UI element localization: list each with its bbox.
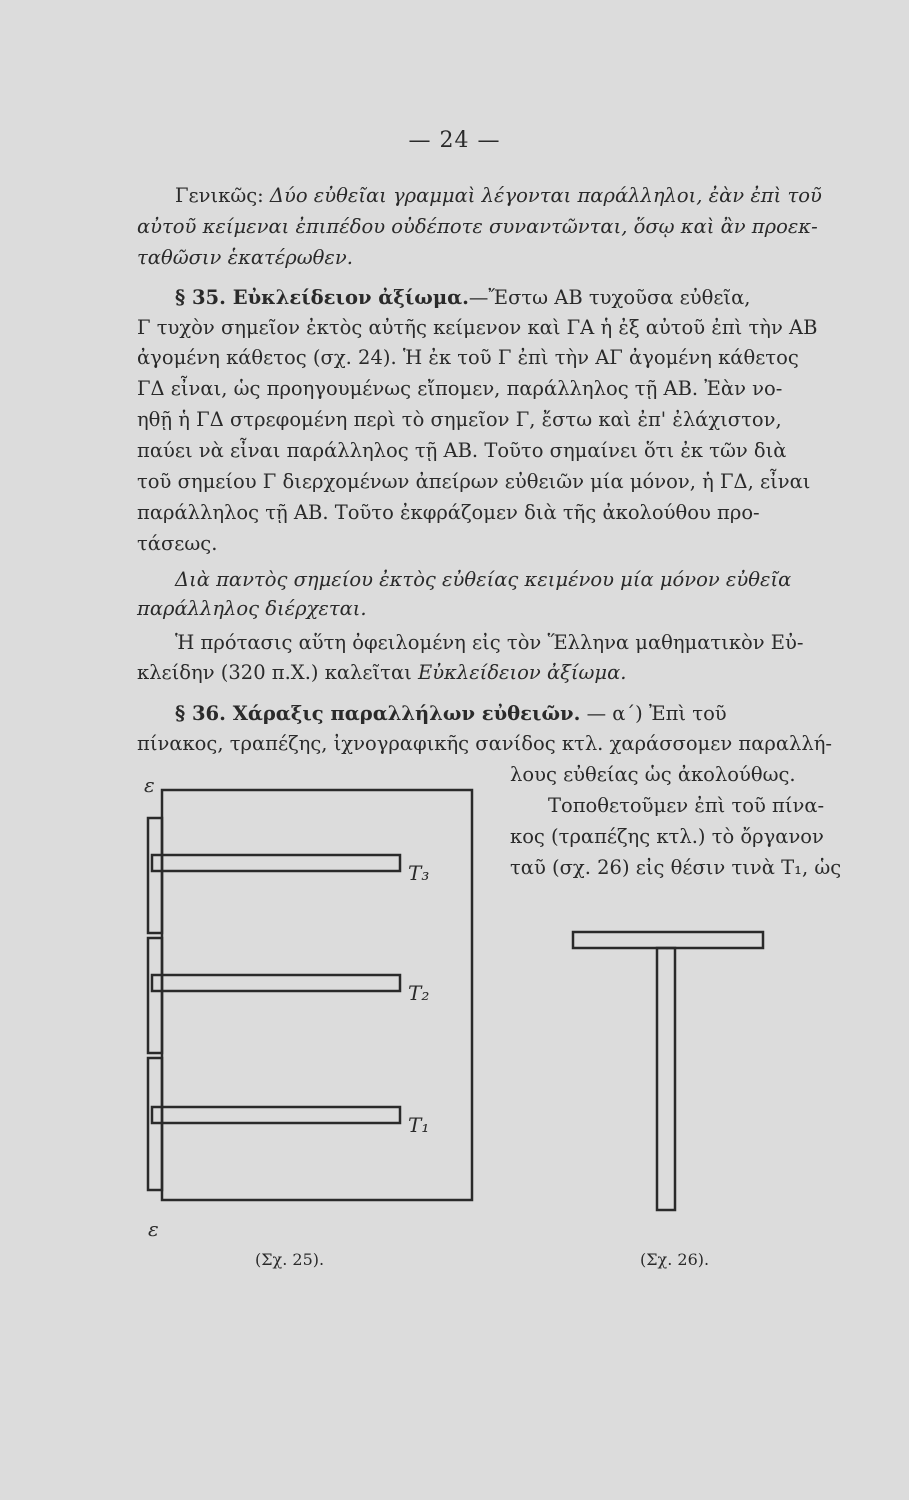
note-line-1: Ἡ πρότασις αὕτη ὀφειλομένη εἰς τὸν Ἕλληνα μαθηματικὸν Εὐ- — [175, 631, 804, 654]
page-number: — 24 — — [408, 128, 501, 153]
note-text-2: κλείδην (320 π.Χ.) καλεῖται — [137, 661, 412, 684]
t-square-2-blade — [152, 975, 400, 991]
general-line-1 — [137, 181, 857, 210]
sec35-line-2: Γ τυχὸν σημεῖον ἐκτὸς αὐτῆς κείμενον καὶ ΓΑ ἡ ἐξ αὐτοῦ ἐπὶ τὴν ΑΒ — [137, 316, 818, 339]
sec35-line-7: τοῦ σημείου Γ διερχομένων ἀπείρων εὐθειῶν μία μόνον, ἡ ΓΔ, εἶναι — [137, 470, 811, 493]
general-text-1: Δύο εὐθεῖαι γραμμαὶ λέγονται παράλληλοι, ἐὰν ἐπὶ τοῦ — [269, 184, 822, 207]
t-square-3-stock — [148, 818, 162, 933]
sec35-line-1 — [137, 283, 857, 312]
sec36-text-1: — α΄) Ἐπὶ τοῦ — [586, 702, 727, 725]
sec35-text-1: —Ἔστω ΑΒ τυχοῦσα εὐθεῖα, — [468, 286, 751, 309]
figure-26-caption: (Σχ. 26). — [640, 1250, 710, 1269]
t-square-blade — [657, 948, 675, 1210]
t-square-head — [573, 932, 763, 948]
figure-26-t-square — [565, 920, 775, 1220]
sec35-line-5: ηθῇ ἡ ΓΔ στρεφομένη περὶ τὸ σημεῖον Γ, ἔστω καὶ ἐπ' ἐλάχιστον, — [137, 408, 782, 431]
t-label-2: Τ₂ — [408, 981, 430, 1005]
figure-25-caption: (Σχ. 25). — [255, 1250, 325, 1269]
proposition-line-2: παράλληλος διέρχεται. — [137, 597, 367, 620]
t-label-3: Τ₃ — [408, 861, 430, 885]
sec36-line-4: Τοποθετοῦμεν ἐπὶ τοῦ πίνα- — [548, 794, 825, 817]
t-square-2-stock — [148, 938, 162, 1053]
sec35-line-4: ΓΔ εἶναι, ὡς προηγουμένως εἴπομεν, παράλληλος τῇ ΑΒ. Ἐὰν νο- — [137, 377, 783, 400]
axiom-name: Εὐκλείδειον ἀξίωμα. — [417, 661, 627, 684]
edge-label-top: ε — [144, 773, 155, 797]
sec36-heading: § 36. Χάραξις παραλλήλων εὐθειῶν. — [175, 702, 581, 725]
proposition-line-1: Διὰ παντὸς σημείου ἐκτὸς εὐθείας κειμένου μία μόνον εὐθεῖα — [175, 568, 792, 591]
t-label-1: Τ₁ — [408, 1113, 430, 1137]
sec35-line-3: ἀγομένη κάθετος (σχ. 24). Ἡ ἐκ τοῦ Γ ἐπὶ τὴν ΑΓ ἀγομένη κάθετος — [137, 346, 799, 369]
sec35-line-8: παράλληλος τῇ ΑΒ. Τοῦτο ἐκφράζομεν διὰ τῆς ἀκολούθου προ- — [137, 501, 760, 524]
sec35-heading: § 35. Εὐκλείδειον ἀξίωμα. — [175, 286, 469, 309]
general-line-2: αὐτοῦ κείμεναι ἐπιπέδου οὐδέποτε συναντῶνται, ὅσῳ καὶ ἂν προεκ- — [137, 215, 818, 238]
sec35-line-6: παύει νὰ εἶναι παράλληλος τῇ ΑΒ. Τοῦτο σημαίνει ὅτι ἐκ τῶν διὰ — [137, 439, 787, 462]
edge-label-bottom: ε — [148, 1217, 159, 1240]
t-square-1-blade — [152, 1107, 400, 1123]
sec36-line-3: λους εὐθείας ὡς ἀκολούθως. — [510, 763, 796, 786]
note-line-2 — [137, 658, 857, 687]
t-square-3-blade — [152, 855, 400, 871]
sec36-line-5: κος (τραπέζης κτλ.) τὸ ὄργανον — [510, 825, 824, 848]
sec36-line-1 — [137, 699, 857, 728]
sec36-line-2: πίνακος, τραπέζης, ἰχνογραφικῆς σανίδος κτλ. χαράσσομεν παραλλή- — [137, 732, 832, 755]
figure-25-drawing-board — [138, 770, 488, 1240]
general-lead: Γενικῶς: — [175, 184, 264, 207]
general-line-3: ταθῶσιν ἑκατέρωθεν. — [137, 246, 353, 269]
sec36-line-6: ταῦ (σχ. 26) εἰς θέσιν τινὰ Τ₁, ὡς — [510, 856, 842, 879]
sec35-line-9: τάσεως. — [137, 532, 218, 555]
